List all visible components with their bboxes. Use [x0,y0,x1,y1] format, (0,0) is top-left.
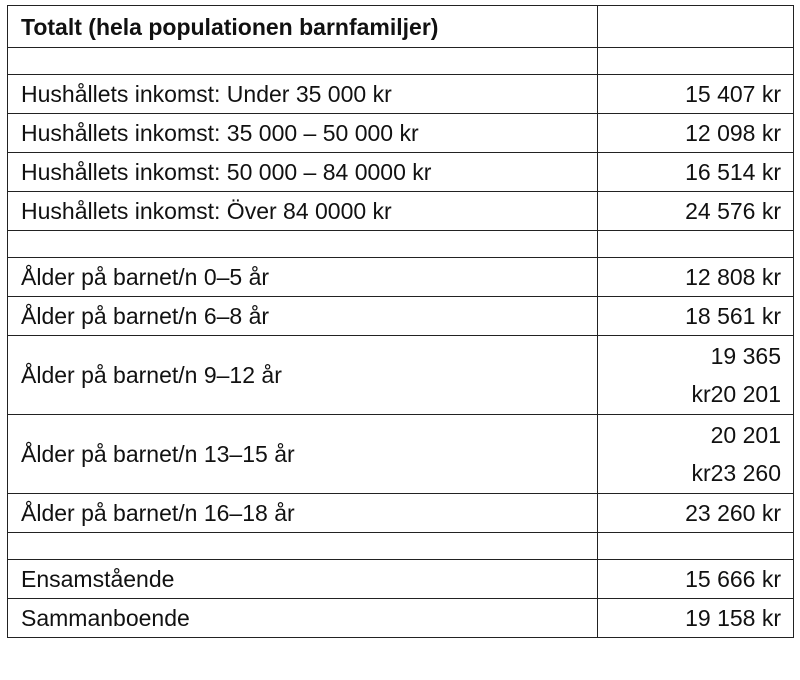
row-value: 15 407 kr [598,75,794,114]
table-row [8,114,794,153]
row-value: 16 514 kr [598,153,794,192]
table-row [8,153,794,192]
spacer-row [8,533,794,560]
row-label: Ålder på barnet/n 6–8 år [8,297,598,336]
spacer-cell [8,231,598,258]
row-value [598,336,794,415]
spacer-cell [8,533,598,560]
row-label: Sammanboende [8,599,598,638]
spacer-row [8,48,794,75]
row-value: 12 808 kr [598,258,794,297]
spacer-cell [8,48,598,75]
table-title: Totalt (hela populationen barnfamiljer) [8,6,598,48]
row-label: Hushållets inkomst: 50 000 – 84 0000 kr [8,153,598,192]
table-row [8,415,794,494]
row-value-line: 20 201 [710,422,781,448]
spacer-row [8,231,794,258]
row-value-line: kr23 260 [691,460,781,486]
table-row [8,560,794,599]
table-row [8,297,794,336]
table-row [8,75,794,114]
table-row [8,192,794,231]
row-value: 24 576 kr [598,192,794,231]
row-label: Ålder på barnet/n 9–12 år [8,336,598,415]
row-label: Hushållets inkomst: 35 000 – 50 000 kr [8,114,598,153]
table-row [8,494,794,533]
cost-table [7,5,794,638]
row-value [598,415,794,494]
row-label: Ensamstående [8,560,598,599]
spacer-cell [598,231,794,258]
table-row [8,336,794,415]
table-row [8,599,794,638]
spacer-cell [598,533,794,560]
row-label: Ålder på barnet/n 16–18 år [8,494,598,533]
row-value: 19 158 kr [598,599,794,638]
row-value: 15 666 kr [598,560,794,599]
row-value: 12 098 kr [598,114,794,153]
spacer-cell [598,48,794,75]
row-value-line: kr20 201 [691,381,781,407]
table-header-row [8,6,794,48]
row-label: Hushållets inkomst: Över 84 0000 kr [8,192,598,231]
row-value: 23 260 kr [598,494,794,533]
table-row [8,258,794,297]
row-label: Ålder på barnet/n 13–15 år [8,415,598,494]
row-value: 18 561 kr [598,297,794,336]
table-header-empty-cell [598,6,794,48]
row-label: Hushållets inkomst: Under 35 000 kr [8,75,598,114]
row-value-line: 19 365 [710,343,781,369]
row-label: Ålder på barnet/n 0–5 år [8,258,598,297]
